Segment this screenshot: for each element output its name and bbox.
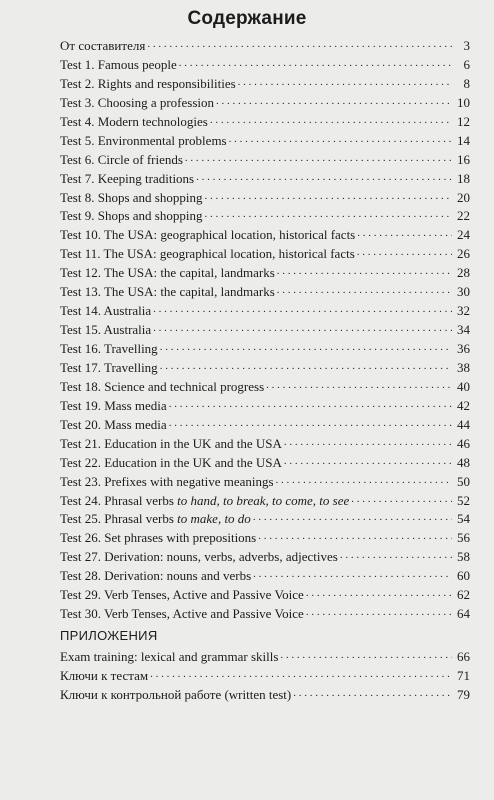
toc-entry <box>60 473 470 492</box>
toc-entry-page-number: 46 <box>457 435 470 451</box>
toc-entry <box>60 207 470 226</box>
toc-entry-page-number: 54 <box>457 511 470 527</box>
toc-entry <box>60 529 470 548</box>
toc-entry-page-number: 56 <box>457 530 470 546</box>
toc-entry-title-text: Test 11. The USA: geographical location, historical facts <box>60 246 355 262</box>
toc-entry-title-text: Test 25. Phrasal verbs <box>60 511 178 527</box>
toc-entry-title-text: Test 6. Circle of friends <box>60 151 183 167</box>
toc-entry-page-number: 32 <box>457 303 470 319</box>
toc-entry <box>60 321 470 340</box>
dot-leader <box>280 649 452 661</box>
toc-entry <box>60 56 470 75</box>
toc-entry <box>60 170 470 189</box>
toc-entry-title <box>60 667 148 686</box>
dot-leader <box>169 398 452 410</box>
toc-entry <box>60 359 470 378</box>
toc-entry-title-text: Test 22. Education in the UK and the USA <box>60 454 282 470</box>
toc-entry-title <box>60 529 256 548</box>
toc-entry-page-number: 8 <box>463 75 470 91</box>
toc-entry-title <box>60 378 264 397</box>
toc-entry-title <box>60 207 202 226</box>
toc-entry-title <box>60 416 167 435</box>
toc-entry-title-text: Test 3. Choosing a profession <box>60 94 214 110</box>
dot-leader <box>204 190 452 202</box>
toc-entry <box>60 132 470 151</box>
toc-entry-title-text: Test 9. Shops and shopping <box>60 208 203 224</box>
dot-leader <box>169 417 452 429</box>
toc-entry-title <box>60 302 151 321</box>
toc-entry-title <box>60 170 194 189</box>
dot-leader <box>160 341 452 353</box>
dot-leader <box>277 284 452 296</box>
dot-leader <box>340 549 452 561</box>
toc-entry-title-text: Test 15. Australia <box>60 322 152 338</box>
toc-entry-title <box>60 686 291 705</box>
toc-entry <box>60 492 470 511</box>
toc-entry-title-text: Test 17. Travelling <box>60 359 158 375</box>
toc-entry-title <box>60 245 355 264</box>
toc-entry-title-text: Test 4. Modern technologies <box>60 113 208 129</box>
toc-entry-page-number: 34 <box>457 322 470 338</box>
toc-entry-page-number: 40 <box>457 378 470 394</box>
table-of-contents <box>60 37 470 624</box>
dot-leader <box>357 246 452 258</box>
dot-leader <box>284 455 452 467</box>
toc-entry-title-text: Test 27. Derivation: nouns, verbs, adverbs, adjectives <box>60 549 338 565</box>
toc-entry-title <box>60 397 167 416</box>
toc-entry-page-number: 79 <box>457 686 470 702</box>
toc-entry <box>60 510 470 529</box>
toc-entry <box>60 435 470 454</box>
dot-leader <box>266 379 452 391</box>
toc-entry-title-text: Ключи к контрольной работе (written test) <box>60 686 292 702</box>
toc-entry-page-number: 50 <box>457 473 470 489</box>
toc-entry-page-number: 18 <box>457 170 470 186</box>
toc-entry-title-text: Test 2. Rights and responsibilities <box>60 75 236 91</box>
toc-entry-title <box>60 264 275 283</box>
dot-leader <box>153 322 452 334</box>
toc-entry-title-text: Test 8. Shops and shopping <box>60 189 203 205</box>
toc-entry-title <box>60 132 227 151</box>
toc-entry-title-text: Test 20. Mass media <box>60 416 167 432</box>
appendix-list <box>60 648 470 705</box>
toc-entry <box>60 226 470 245</box>
toc-entry-title <box>60 605 304 624</box>
toc-entry-page-number: 62 <box>457 587 470 603</box>
toc-entry <box>60 416 470 435</box>
toc-entry-title-text: От составителя <box>60 38 146 53</box>
toc-entry <box>60 94 470 113</box>
dot-leader <box>153 303 452 315</box>
dot-leader <box>277 265 452 277</box>
dot-leader <box>185 152 452 164</box>
toc-entry <box>60 151 470 170</box>
dot-leader <box>357 227 452 239</box>
toc-entry-title <box>60 473 274 492</box>
toc-entry <box>60 686 470 705</box>
toc-entry-title <box>60 189 202 208</box>
toc-entry <box>60 302 470 321</box>
dot-leader <box>150 668 452 680</box>
dot-leader <box>258 530 452 542</box>
toc-entry-title <box>60 359 158 378</box>
dot-leader <box>238 76 452 88</box>
toc-entry-title-text: Test 28. Derivation: nouns and verbs <box>60 568 252 584</box>
dot-leader <box>306 587 452 599</box>
dot-leader <box>160 360 452 372</box>
toc-entry-title <box>60 435 282 454</box>
toc-entry <box>60 37 470 56</box>
toc-entry-title-text: Test 1. Famous people <box>60 56 177 72</box>
toc-entry-title-text: Test 16. Travelling <box>60 341 158 356</box>
toc-entry-page-number: 26 <box>457 246 470 262</box>
toc-entry-title-text: Test 13. The USA: the capital, landmarks <box>60 284 275 300</box>
toc-entry-title <box>60 283 275 302</box>
toc-entry <box>60 586 470 605</box>
appendix-heading: ПРИЛОЖЕНИЯ <box>60 628 158 643</box>
toc-entry-page-number: 60 <box>457 568 470 584</box>
toc-entry-title <box>60 586 304 605</box>
page-title: Содержание <box>187 8 307 29</box>
toc-entry-title <box>60 340 158 359</box>
toc-entry-title <box>60 648 278 667</box>
toc-entry-title <box>60 151 183 170</box>
toc-entry-title-text: Test 29. Verb Tenses, Active and Passive Voice <box>60 587 304 603</box>
toc-entry-title <box>60 226 355 245</box>
toc-entry-title <box>60 321 151 340</box>
toc-entry-page-number: 48 <box>457 454 470 470</box>
toc-entry-title-text: Test 18. Science and technical progress <box>60 378 265 394</box>
toc-entry <box>60 113 470 132</box>
dot-leader <box>229 133 452 145</box>
toc-entry-page-number: 22 <box>457 208 470 224</box>
toc-entry <box>60 567 470 586</box>
toc-entry-page-number: 14 <box>457 132 470 148</box>
toc-entry <box>60 283 470 302</box>
toc-entry-title-text: Test 21. Education in the UK and the USA <box>60 435 282 451</box>
toc-entry-title-text: Test 12. The USA: the capital, landmarks <box>60 265 275 281</box>
toc-entry-page-number: 52 <box>457 492 470 508</box>
toc-entry <box>60 189 470 208</box>
dot-leader <box>179 57 452 69</box>
toc-entry-title <box>60 454 282 473</box>
toc-entry-title-text: Test 5. Environmental problems <box>60 132 227 148</box>
dot-leader <box>253 511 452 523</box>
toc-entry-title-text: Test 19. Mass media <box>60 397 167 413</box>
toc-entry <box>60 397 470 416</box>
toc-entry-title <box>60 510 251 529</box>
toc-entry-page-number: 20 <box>457 189 470 205</box>
toc-entry-title <box>60 548 338 567</box>
toc-entry-page-number: 28 <box>457 265 470 281</box>
toc-entry-page-number: 12 <box>457 113 470 129</box>
dot-leader <box>210 114 452 126</box>
toc-entry-title-text: Test 10. The USA: geographical location, historical facts <box>60 227 356 243</box>
toc-entry-title <box>60 75 236 94</box>
dot-leader <box>276 474 452 486</box>
toc-entry-page-number: 38 <box>457 359 470 375</box>
toc-entry-page-number: 44 <box>457 416 470 432</box>
toc-entry-title <box>60 492 349 511</box>
toc-entry <box>60 340 470 359</box>
toc-entry-page-number: 71 <box>457 667 470 683</box>
dot-leader <box>306 606 452 618</box>
toc-entry-title <box>60 37 145 56</box>
toc-entry <box>60 605 470 624</box>
toc-entry <box>60 245 470 264</box>
toc-entry <box>60 378 470 397</box>
toc-entry-title-text: Test 14. Australia <box>60 303 152 319</box>
toc-entry-title-text: Test 7. Keeping traditions <box>60 170 195 186</box>
toc-entry-title-text: Exam training: lexical and grammar skills <box>60 649 279 664</box>
toc-entry-page-number: 30 <box>457 284 470 300</box>
toc-entry <box>60 75 470 94</box>
toc-entry-page-number: 64 <box>457 606 470 622</box>
toc-entry <box>60 454 470 473</box>
toc-entry-page-number: 6 <box>463 56 470 72</box>
dot-leader <box>196 171 452 183</box>
dot-leader <box>253 568 452 580</box>
toc-entry-page-number: 3 <box>463 38 470 53</box>
dot-leader <box>293 687 452 699</box>
dot-leader <box>284 436 452 448</box>
dot-leader <box>147 38 452 50</box>
toc-entry-title-italic: to hand, to break, to come, to see <box>177 492 350 508</box>
toc-entry <box>60 667 470 686</box>
dot-leader <box>204 208 452 220</box>
toc-entry-page-number: 66 <box>457 649 470 664</box>
toc-entry-title-text: Test 23. Prefixes with negative meanings <box>60 473 274 489</box>
toc-entry-page-number: 10 <box>457 94 470 110</box>
toc-entry <box>60 648 470 667</box>
toc-entry <box>60 548 470 567</box>
toc-entry-title <box>60 94 214 113</box>
toc-entry-title-text: Ключи к тестам <box>60 667 149 683</box>
toc-entry-title <box>60 567 251 586</box>
toc-entry-page-number: 36 <box>457 341 470 356</box>
toc-entry-page-number: 42 <box>457 397 470 413</box>
toc-entry-title-text: Test 26. Set phrases with prepositions <box>60 530 257 546</box>
dot-leader <box>216 95 452 107</box>
toc-entry-title <box>60 56 177 75</box>
toc-entry <box>60 264 470 283</box>
toc-entry-title <box>60 113 208 132</box>
toc-entry-page-number: 24 <box>457 227 470 243</box>
toc-entry-title-text: Test 24. Phrasal verbs <box>60 492 178 508</box>
toc-entry-page-number: 16 <box>457 151 470 167</box>
toc-entry-title-text: Test 30. Verb Tenses, Active and Passive Voice <box>60 606 304 622</box>
dot-leader <box>351 493 452 505</box>
toc-entry-title-italic: to make, to do <box>177 511 251 527</box>
toc-entry-page-number: 58 <box>457 549 470 565</box>
